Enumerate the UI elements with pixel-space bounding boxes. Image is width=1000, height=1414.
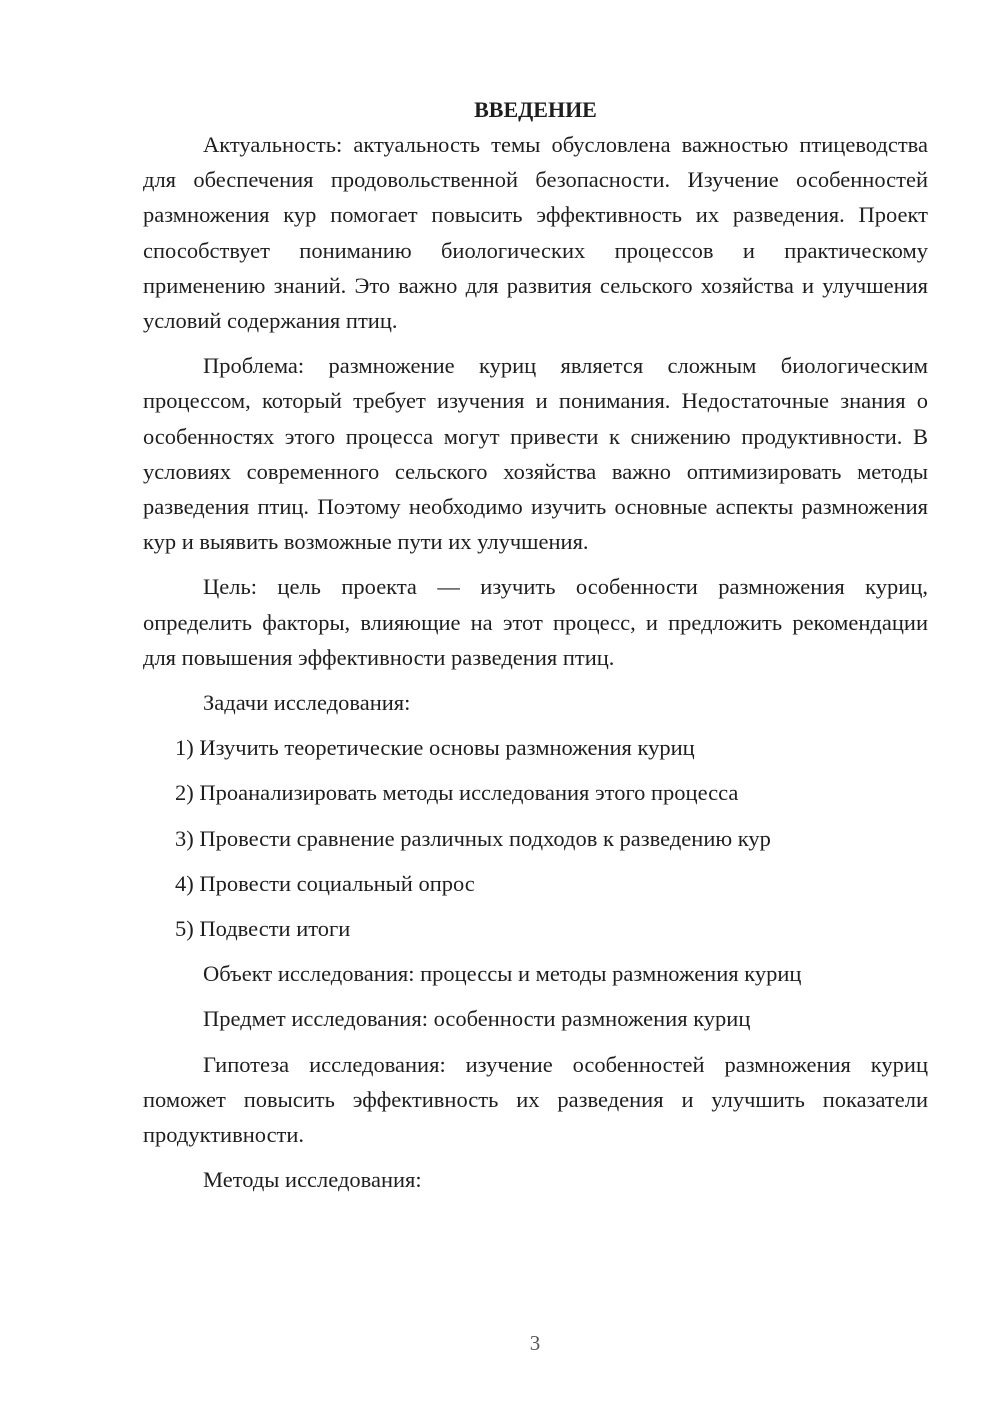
page-content xyxy=(143,92,928,1207)
tasks-heading: Задачи исследования: xyxy=(203,690,411,716)
paragraph-goal: Цель: цель проекта — изучить особенности размножения куриц, определить факторы, влияющие на этот процесс, и предложить рекомендации для повышения эффективности разведения птиц. xyxy=(143,574,928,670)
list-item: 1) Изучить теоретические основы размножения куриц xyxy=(175,735,695,761)
methods-heading: Методы исследования: xyxy=(203,1167,422,1193)
page-number: 3 xyxy=(529,1331,541,1355)
list-item: 4) Провести социальный опрос xyxy=(175,870,475,896)
paragraph-relevance: Актуальность: актуальность темы обусловлена важностью птицеводства для обеспечения продовольственной безопасности. Изучение особенностей размножения кур помогает повысить эффективность их разведения. Проект способствует пониманию биологических процессов и практическому применению знаний. Это важно для развития сельского хозяйства и улучшения условий содержания птиц. xyxy=(143,132,928,334)
list-item: 5) Подвести итоги xyxy=(175,916,351,942)
list-item: 2) Проанализировать методы исследования этого процесса xyxy=(175,780,739,806)
list-item: 3) Провести сравнение различных подходов к разведению кур xyxy=(175,825,771,851)
section-heading: ВВЕДЕНИЕ xyxy=(474,97,597,122)
paragraph-problem: Проблема: размножение куриц является сложным биологическим процессом, который требует изучения и понимания. Недостаточные знания о особенностях этого процесса могут привести к снижению продуктивности. В условиях современного сельского хозяйства важно оптимизировать методы разведения птиц. Поэтому необходимо изучить основные аспекты размножения кур и выявить возможные пути их улучшения. xyxy=(143,353,928,555)
paragraph-hypothesis: Гипотеза исследования: изучение особенностей размножения куриц поможет повысить эффективность их разведения и улучшить показатели продуктивности. xyxy=(143,1051,928,1148)
tasks-list xyxy=(143,730,928,946)
research-object: Объект исследования: процессы и методы размножения куриц xyxy=(203,961,802,987)
research-subject: Предмет исследования: особенности размножения куриц xyxy=(203,1006,751,1032)
